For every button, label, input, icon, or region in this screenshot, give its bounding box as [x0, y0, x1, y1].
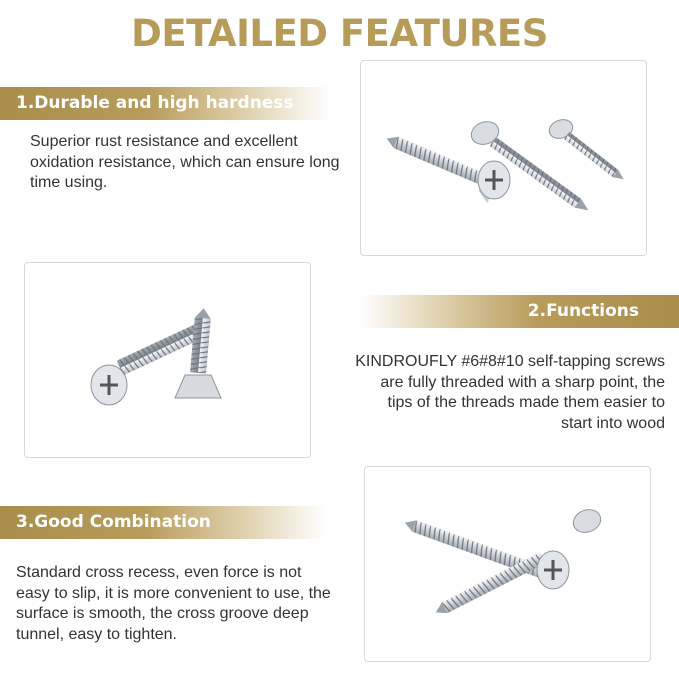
feature-2-heading: 2.Functions [527, 301, 639, 321]
three-screws-image [360, 60, 647, 256]
screws-illustration [365, 467, 651, 662]
two-long-screws-image [364, 466, 651, 662]
page-title: DETAILED FEATURES [131, 12, 548, 55]
feature-3-banner [0, 506, 325, 539]
feature-1-heading: 1.Durable and high hardness [16, 93, 294, 113]
feature-2-banner [360, 295, 679, 328]
feature-1-banner [0, 87, 330, 120]
feature-3-heading: 3.Good Combination [16, 512, 211, 532]
screws-illustration [25, 263, 311, 458]
feature-3-description: Standard cross recess, even force is not easy to slip, it is more convenient to use, the surface is smooth, the cross groove deep tunnel, easy to tighten. [16, 564, 331, 643]
screws-illustration [361, 61, 647, 256]
two-screws-image [24, 262, 311, 458]
feature-1-description: Superior rust resistance and excellent oxidation resistance, which can ensure long time using. [30, 133, 340, 191]
feature-2-description: KINDROUFLY #6#8#10 self-tapping screws are fully threaded with a sharp point, the tips of the threads made them easier to start into wood [355, 353, 665, 432]
